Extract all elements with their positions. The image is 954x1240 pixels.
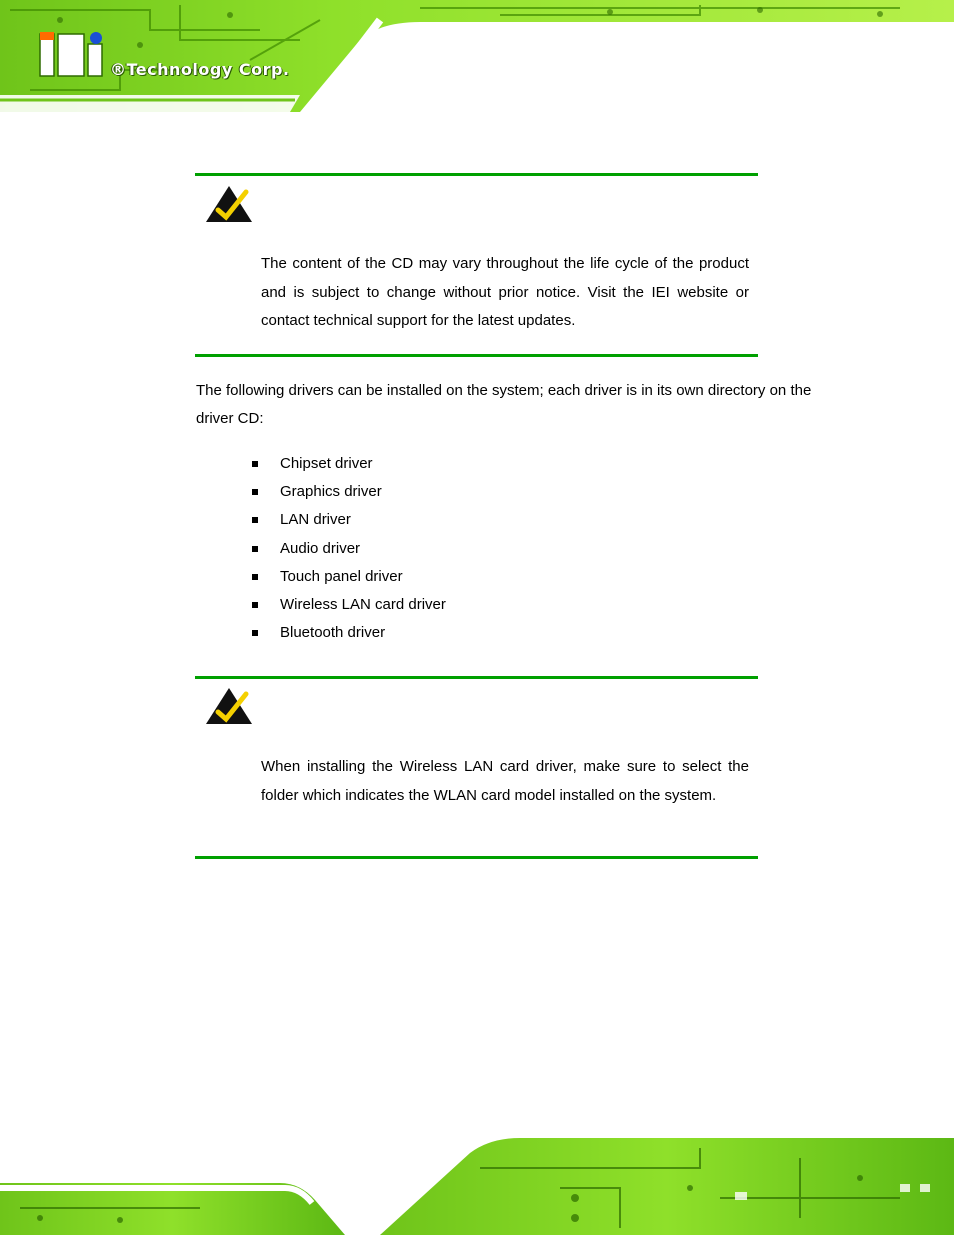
note-check-icon [204,686,254,726]
note-bottom-rule [195,354,758,357]
note-check-icon [204,184,254,224]
note-bottom-rule [195,856,758,859]
page-footer [0,1128,954,1235]
circuit-board-banner [0,0,954,112]
company-logo-text: ®Technology Corp. [110,60,290,79]
list-item: Audio driver [252,535,446,563]
bullet-icon [252,517,258,523]
bullet-icon [252,489,258,495]
list-item: Wireless LAN card driver [252,591,446,619]
list-item: Chipset driver [252,450,446,478]
list-item: Touch panel driver [252,563,446,591]
bullet-icon [252,461,258,467]
page-header [0,0,954,112]
bullet-icon [252,602,258,608]
drivers-intro: The following drivers can be installed on the system; each driver is in its own directory on the driver CD: [196,382,812,427]
list-item: Bluetooth driver [252,619,446,647]
circuit-board-footer [0,1128,954,1235]
note-text: The content of the CD may vary throughout the life cycle of the product and is subject to change without prior notice. Visit the IEI website or contact technical support for the latest updates. [261,255,749,329]
list-item: LAN driver [252,506,446,534]
bullet-icon [252,546,258,552]
note-text: When installing the Wireless LAN card driver, make sure to select the folder which indicates the WLAN card model installed on the system. [261,758,749,804]
note-top-rule [195,676,758,679]
note-box-wlan [195,676,758,862]
note-top-rule [195,173,758,176]
note-box-cd-content [195,173,758,359]
list-item: Graphics driver [252,478,446,506]
driver-list [252,450,446,647]
bullet-icon [252,630,258,636]
bullet-icon [252,574,258,580]
